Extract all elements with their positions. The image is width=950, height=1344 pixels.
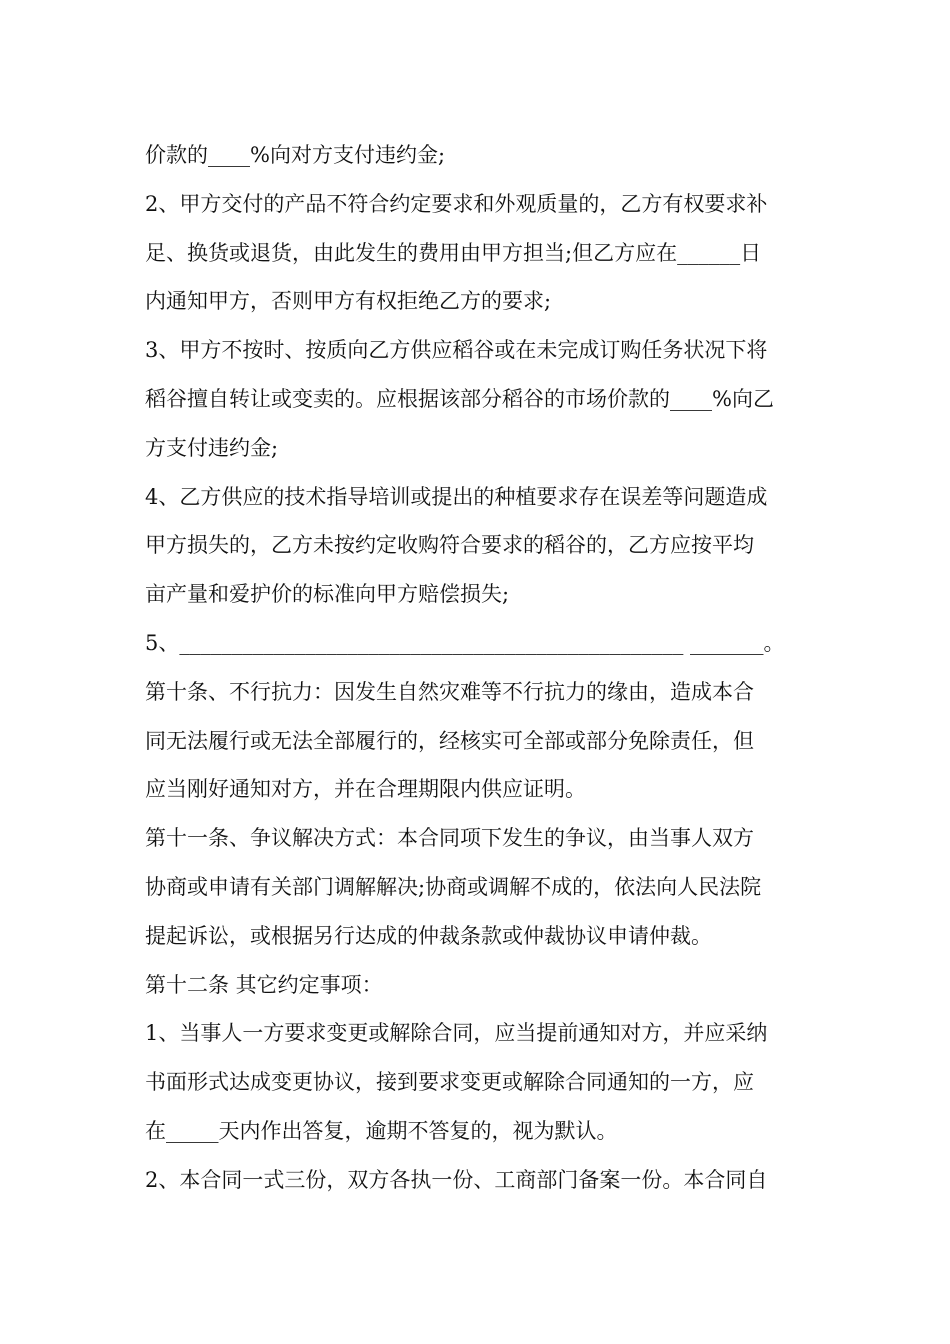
text-line: 提起诉讼，或根据另行达成的仲裁条款或仲裁协议申请仲裁。 (145, 923, 712, 948)
text-line: 1、当事人一方要求变更或解除合同，应当提前通知对方，并应采纳 (145, 1021, 768, 1046)
text-line: 4、乙方供应的技术指导培训或提出的种植要求存在误差等问题造成 (145, 484, 768, 509)
text-line: 5、________________________________________________ _______。 (145, 630, 785, 655)
text-line: 第十二条 其它约定事项： (145, 972, 383, 997)
text-line: 2、甲方交付的产品不符合约定要求和外观质量的，乙方有权要求补 (145, 191, 768, 216)
text-line: 应当刚好通知对方，并在合理期限内供应证明。 (145, 777, 586, 802)
text-line: 方支付违约金; (145, 435, 279, 460)
contract-text-body (145, 131, 809, 1205)
text-line: 亩产量和爱护价的标准向甲方赔偿损失; (145, 582, 510, 607)
text-line: 书面形式达成变更协议，接到要求变更或解除合同通知的一方，应 (145, 1070, 754, 1095)
text-line: 在_____天内作出答复，逾期不答复的，视为默认。 (145, 1118, 618, 1143)
text-line: 同无法履行或无法全部履行的，经核实可全部或部分免除责任，但 (145, 728, 754, 753)
text-line: 价款的____%向对方支付违约金; (145, 143, 446, 167)
text-line: 协商或申请有关部门调解解决;协商或调解不成的，依法向人民法院 (145, 874, 762, 899)
text-line: 2、本合同一式三份，双方各执一份、工商部门备案一份。本合同自 (145, 1167, 768, 1192)
text-line: 甲方损失的，乙方未按约定收购符合要求的稻谷的，乙方应按平均 (145, 533, 754, 558)
text-line: 内通知甲方，否则甲方有权拒绝乙方的要求; (145, 289, 552, 314)
text-line: 足、换货或退货，由此发生的费用由甲方担当;但乙方应在______日 (145, 240, 762, 265)
text-line: 第十条、不行抗力：因发生自然灾难等不行抗力的缘由，造成本合 (145, 679, 754, 704)
text-line: 第十一条、争议解决方式：本合同项下发生的争议，由当事人双方 (145, 826, 754, 851)
text-line: 3、甲方不按时、按质向乙方供应稻谷或在未完成订购任务状况下将 (145, 338, 768, 363)
text-line: 稻谷擅自转让或变卖的。应根据该部分稻谷的市场价款的____%向乙 (145, 386, 774, 411)
